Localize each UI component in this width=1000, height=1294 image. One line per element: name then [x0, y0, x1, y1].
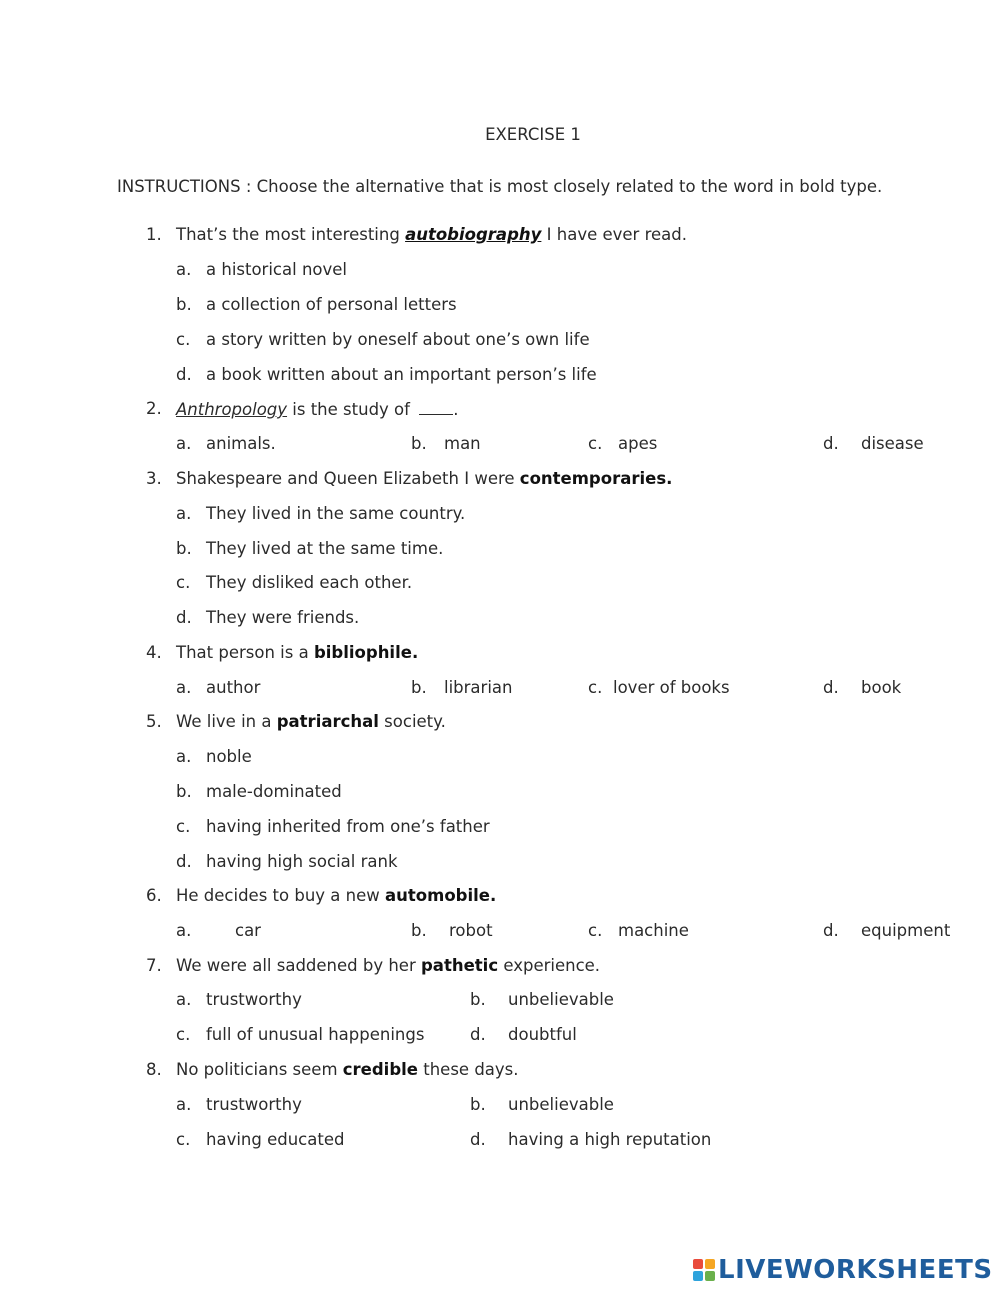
- question-text: Shakespeare and Queen Elizabeth I were contemporaries.: [176, 469, 673, 488]
- question-text: No politicians seem credible these days.: [176, 1060, 519, 1079]
- option-text[interactable]: full of unusual happenings: [206, 1025, 425, 1044]
- option-label: c.: [176, 573, 191, 592]
- option-label: a.: [176, 434, 192, 453]
- option-text[interactable]: They were friends.: [206, 608, 360, 627]
- option-label: d.: [176, 608, 192, 627]
- option-text[interactable]: car: [235, 921, 261, 940]
- option-text[interactable]: man: [444, 434, 481, 453]
- option-text[interactable]: machine: [618, 921, 689, 940]
- instructions: INSTRUCTIONS : Choose the alternative that is most closely related to the word in bold type.: [117, 177, 883, 196]
- option-text[interactable]: trustworthy: [206, 990, 302, 1009]
- option-label: d.: [176, 365, 192, 384]
- answer-blank[interactable]: [419, 398, 453, 415]
- option-label: c.: [588, 678, 603, 697]
- option-label: b.: [470, 1095, 486, 1114]
- option-text[interactable]: a story written by oneself about one’s own life: [206, 330, 590, 349]
- question-number: 8.: [146, 1060, 162, 1079]
- option-label: a.: [176, 747, 192, 766]
- option-label: c.: [176, 817, 191, 836]
- key-word: Anthropology: [176, 400, 288, 419]
- question-number: 5.: [146, 712, 162, 731]
- liveworksheets-logo[interactable]: [693, 1255, 993, 1285]
- option-text[interactable]: a historical novel: [206, 260, 347, 279]
- option-label: d.: [823, 678, 839, 697]
- option-text[interactable]: equipment: [861, 921, 951, 940]
- option-text[interactable]: disease: [861, 434, 924, 453]
- option-text[interactable]: doubtful: [508, 1025, 577, 1044]
- option-text[interactable]: animals.: [206, 434, 276, 453]
- option-label: c.: [588, 921, 603, 940]
- question-text: We were all saddened by her pathetic experience.: [176, 956, 601, 975]
- option-label: b.: [411, 921, 427, 940]
- question-text: That person is a bibliophile.: [176, 643, 419, 662]
- option-text[interactable]: having inherited from one’s father: [206, 817, 490, 836]
- option-text[interactable]: book: [861, 678, 902, 697]
- option-label: a.: [176, 921, 192, 940]
- option-label: b.: [176, 782, 192, 801]
- option-text[interactable]: a collection of personal letters: [206, 295, 457, 314]
- option-text[interactable]: a book written about an important person’s life: [206, 365, 597, 384]
- option-text[interactable]: apes: [618, 434, 658, 453]
- option-label: d.: [470, 1130, 486, 1149]
- question-text: We live in a patriarchal society.: [176, 712, 446, 731]
- key-word: bibliophile.: [313, 643, 419, 662]
- option-text[interactable]: having a high reputation: [508, 1130, 712, 1149]
- option-label: c.: [588, 434, 603, 453]
- option-label: a.: [176, 678, 192, 697]
- option-text[interactable]: unbelievable: [508, 990, 614, 1009]
- option-text[interactable]: They disliked each other.: [206, 573, 413, 592]
- question-number: 4.: [146, 643, 162, 662]
- option-text[interactable]: author: [206, 678, 261, 697]
- key-word: patriarchal: [276, 712, 379, 731]
- option-text[interactable]: having high social rank: [206, 852, 398, 871]
- question-number: 7.: [146, 956, 162, 975]
- option-label: b.: [470, 990, 486, 1009]
- option-label: c.: [176, 330, 191, 349]
- option-label: d.: [823, 921, 839, 940]
- option-label: c.: [176, 1025, 191, 1044]
- key-word: autobiography: [405, 225, 542, 244]
- option-text[interactable]: lover of books: [613, 678, 730, 697]
- logo-blocks-icon: [693, 1259, 715, 1281]
- option-text[interactable]: noble: [206, 747, 252, 766]
- question-number: 2.: [146, 399, 162, 418]
- option-text[interactable]: They lived in the same country.: [206, 504, 466, 523]
- key-word: automobile.: [385, 886, 497, 905]
- question-text: Anthropology is the study of .: [176, 400, 459, 419]
- option-label: a.: [176, 260, 192, 279]
- question-number: 6.: [146, 886, 162, 905]
- option-text[interactable]: unbelievable: [508, 1095, 614, 1114]
- option-text[interactable]: having educated: [206, 1130, 345, 1149]
- option-text[interactable]: They lived at the same time.: [206, 539, 444, 558]
- option-text[interactable]: trustworthy: [206, 1095, 302, 1114]
- option-label: a.: [176, 990, 192, 1009]
- question-text: That’s the most interesting autobiography I have ever read.: [176, 225, 687, 244]
- option-label: b.: [411, 678, 427, 697]
- question-text: He decides to buy a new automobile.: [176, 886, 497, 905]
- question-number: 3.: [146, 469, 162, 488]
- option-label: a.: [176, 504, 192, 523]
- logo-text: LIVEWORKSHEETS: [718, 1255, 993, 1285]
- key-word: contemporaries.: [519, 469, 673, 488]
- key-word: pathetic: [421, 956, 499, 975]
- option-label: c.: [176, 1130, 191, 1149]
- option-label: d.: [470, 1025, 486, 1044]
- exercise-title: EXERCISE 1: [485, 125, 581, 144]
- option-label: d.: [823, 434, 839, 453]
- key-word: credible: [342, 1060, 418, 1079]
- option-text[interactable]: librarian: [444, 678, 513, 697]
- option-label: b.: [176, 539, 192, 558]
- option-text[interactable]: robot: [449, 921, 493, 940]
- question-number: 1.: [146, 225, 162, 244]
- option-label: d.: [176, 852, 192, 871]
- option-text[interactable]: male-dominated: [206, 782, 342, 801]
- option-label: b.: [411, 434, 427, 453]
- option-label: b.: [176, 295, 192, 314]
- option-label: a.: [176, 1095, 192, 1114]
